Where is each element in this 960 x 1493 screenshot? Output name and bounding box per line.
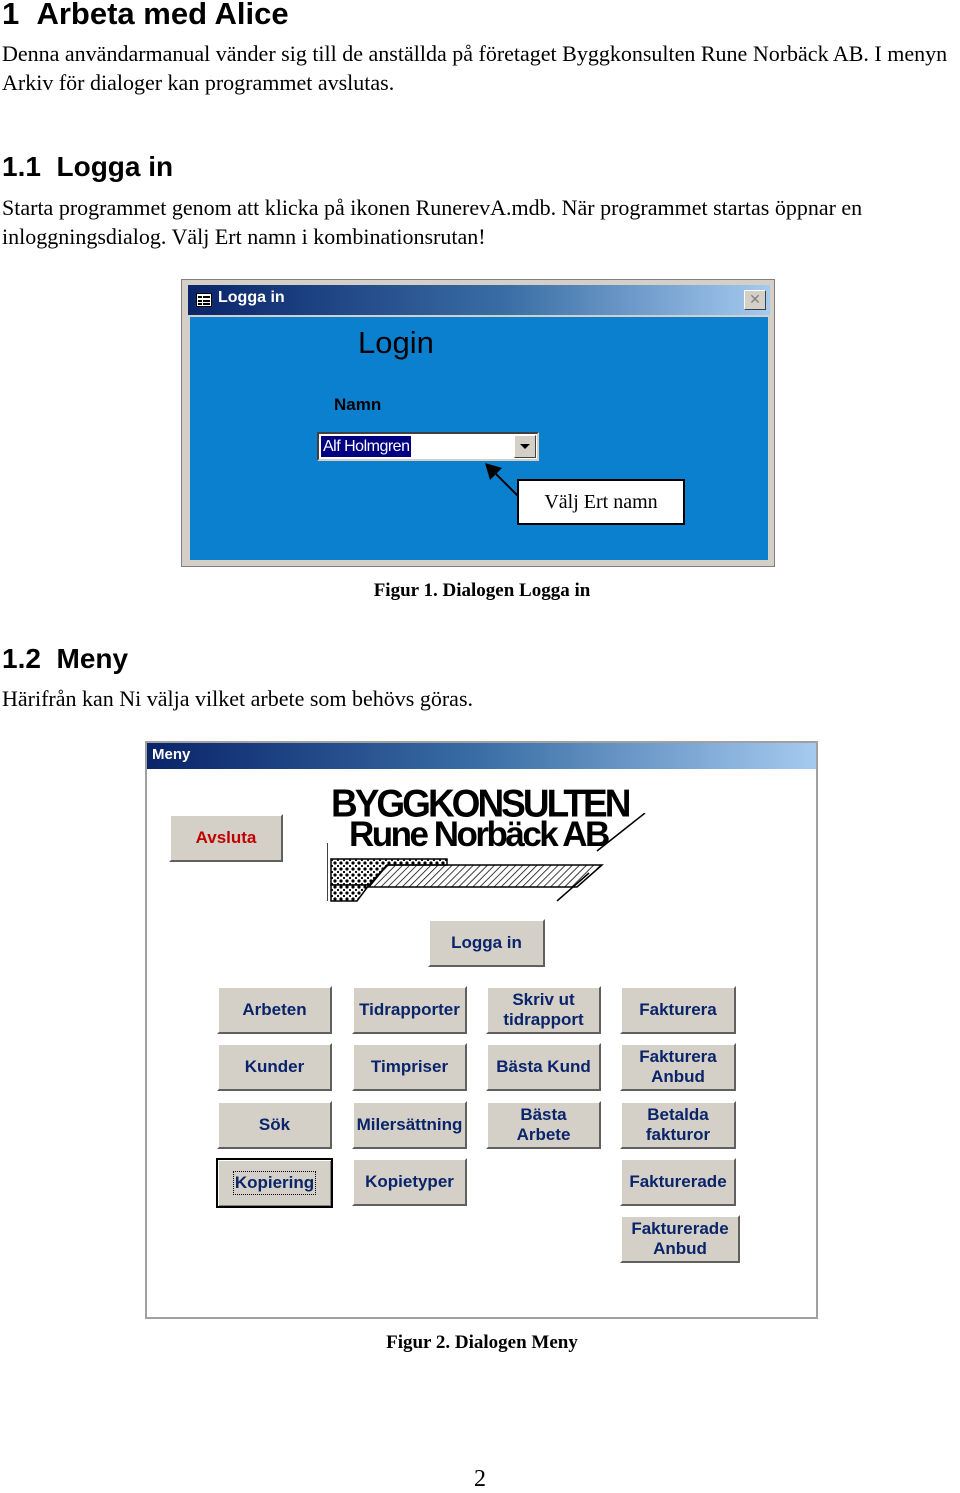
- fakturerade-anbud-button[interactable]: Fakturerade Anbud: [620, 1215, 740, 1263]
- kopietyper-button[interactable]: Kopietyper: [352, 1158, 467, 1206]
- login-form-body: [190, 317, 768, 560]
- menu-title-bar[interactable]: [147, 743, 816, 769]
- kunder-button[interactable]: Kunder: [217, 1043, 332, 1091]
- figure-1-caption: Figur 1. Dialogen Logga in: [373, 580, 591, 601]
- login-title-bar[interactable]: [188, 285, 770, 315]
- combobox-dropdown-button[interactable]: [514, 435, 536, 458]
- avsluta-button[interactable]: Avsluta: [169, 814, 283, 862]
- fakturerade-button[interactable]: Fakturerade: [620, 1158, 736, 1206]
- paragraph-menu: Härifrån kan Ni välja vilket arbete som behövs göras.: [2, 686, 474, 711]
- form-icon: [196, 293, 212, 307]
- fakturera-anbud-button[interactable]: Fakturera Anbud: [620, 1043, 736, 1091]
- arbeten-button[interactable]: Arbeten: [217, 986, 332, 1034]
- heading-title: Arbeta med Alice: [36, 0, 289, 31]
- close-button[interactable]: [744, 290, 766, 310]
- heading-title: Meny: [56, 643, 129, 674]
- heading-number: 1.1: [2, 151, 41, 182]
- logo-graphic-icon: [327, 813, 652, 903]
- betalda-fakturor-button[interactable]: Betalda fakturor: [620, 1101, 736, 1149]
- callout-box: Välj Ert namn: [517, 479, 685, 525]
- kopiering-button[interactable]: [216, 1158, 333, 1208]
- sok-button[interactable]: Sök: [217, 1101, 332, 1149]
- figure-2-caption: Figur 2. Dialogen Meny: [386, 1332, 578, 1353]
- menu-dialog: [145, 741, 818, 1319]
- logga-in-button[interactable]: Logga in: [428, 919, 545, 967]
- company-logo-line-2: Rune Norbäck AB: [349, 815, 608, 854]
- page-number: 2: [474, 1466, 486, 1492]
- menu-window-title: Meny: [152, 746, 191, 763]
- fakturera-button[interactable]: Fakturera: [620, 986, 736, 1034]
- name-label: Namn: [334, 395, 382, 414]
- paragraph-intro: Denna användarmanual vänder sig till de anställda på företaget Byggkonsulten Rune Norbäck AB. I menyn Arkiv för dialoger kan programmet avslutas.: [2, 41, 948, 95]
- name-combobox[interactable]: [317, 432, 539, 461]
- chevron-down-icon: [520, 444, 530, 449]
- heading-number: 1.2: [2, 643, 41, 674]
- basta-arbete-button[interactable]: Bästa Arbete: [486, 1101, 601, 1149]
- heading-section-1-2: [2, 643, 128, 675]
- tidrapporter-button[interactable]: Tidrapporter: [352, 986, 467, 1034]
- skriv-ut-tidrapport-button[interactable]: Skriv ut tidrapport: [486, 986, 601, 1034]
- login-heading: Login: [358, 325, 434, 360]
- heading-title: Logga in: [56, 151, 174, 182]
- login-window-title: Logga in: [218, 289, 285, 306]
- paragraph-login: Starta programmet genom att klicka på ikonen RunerevA.mdb. När programmet startas öppnar en inloggningsdialog. Välj Ert namn i kombinationsrutan!: [2, 195, 863, 249]
- name-combobox-value: Alf Holmgren: [323, 438, 410, 455]
- company-logo-line-1: BYGGKONSULTEN: [331, 781, 629, 825]
- milersattning-button[interactable]: Milersättning: [352, 1101, 467, 1149]
- login-dialog: [181, 279, 775, 567]
- timpriser-button[interactable]: Timpriser: [352, 1043, 467, 1091]
- basta-kund-button[interactable]: Bästa Kund: [486, 1043, 601, 1091]
- close-icon: ✕: [749, 291, 761, 307]
- heading-number: 1: [2, 0, 20, 31]
- heading-section-1-1: [2, 151, 173, 183]
- heading-section-1: [2, 0, 289, 32]
- kopiering-label: Kopiering: [234, 1173, 315, 1192]
